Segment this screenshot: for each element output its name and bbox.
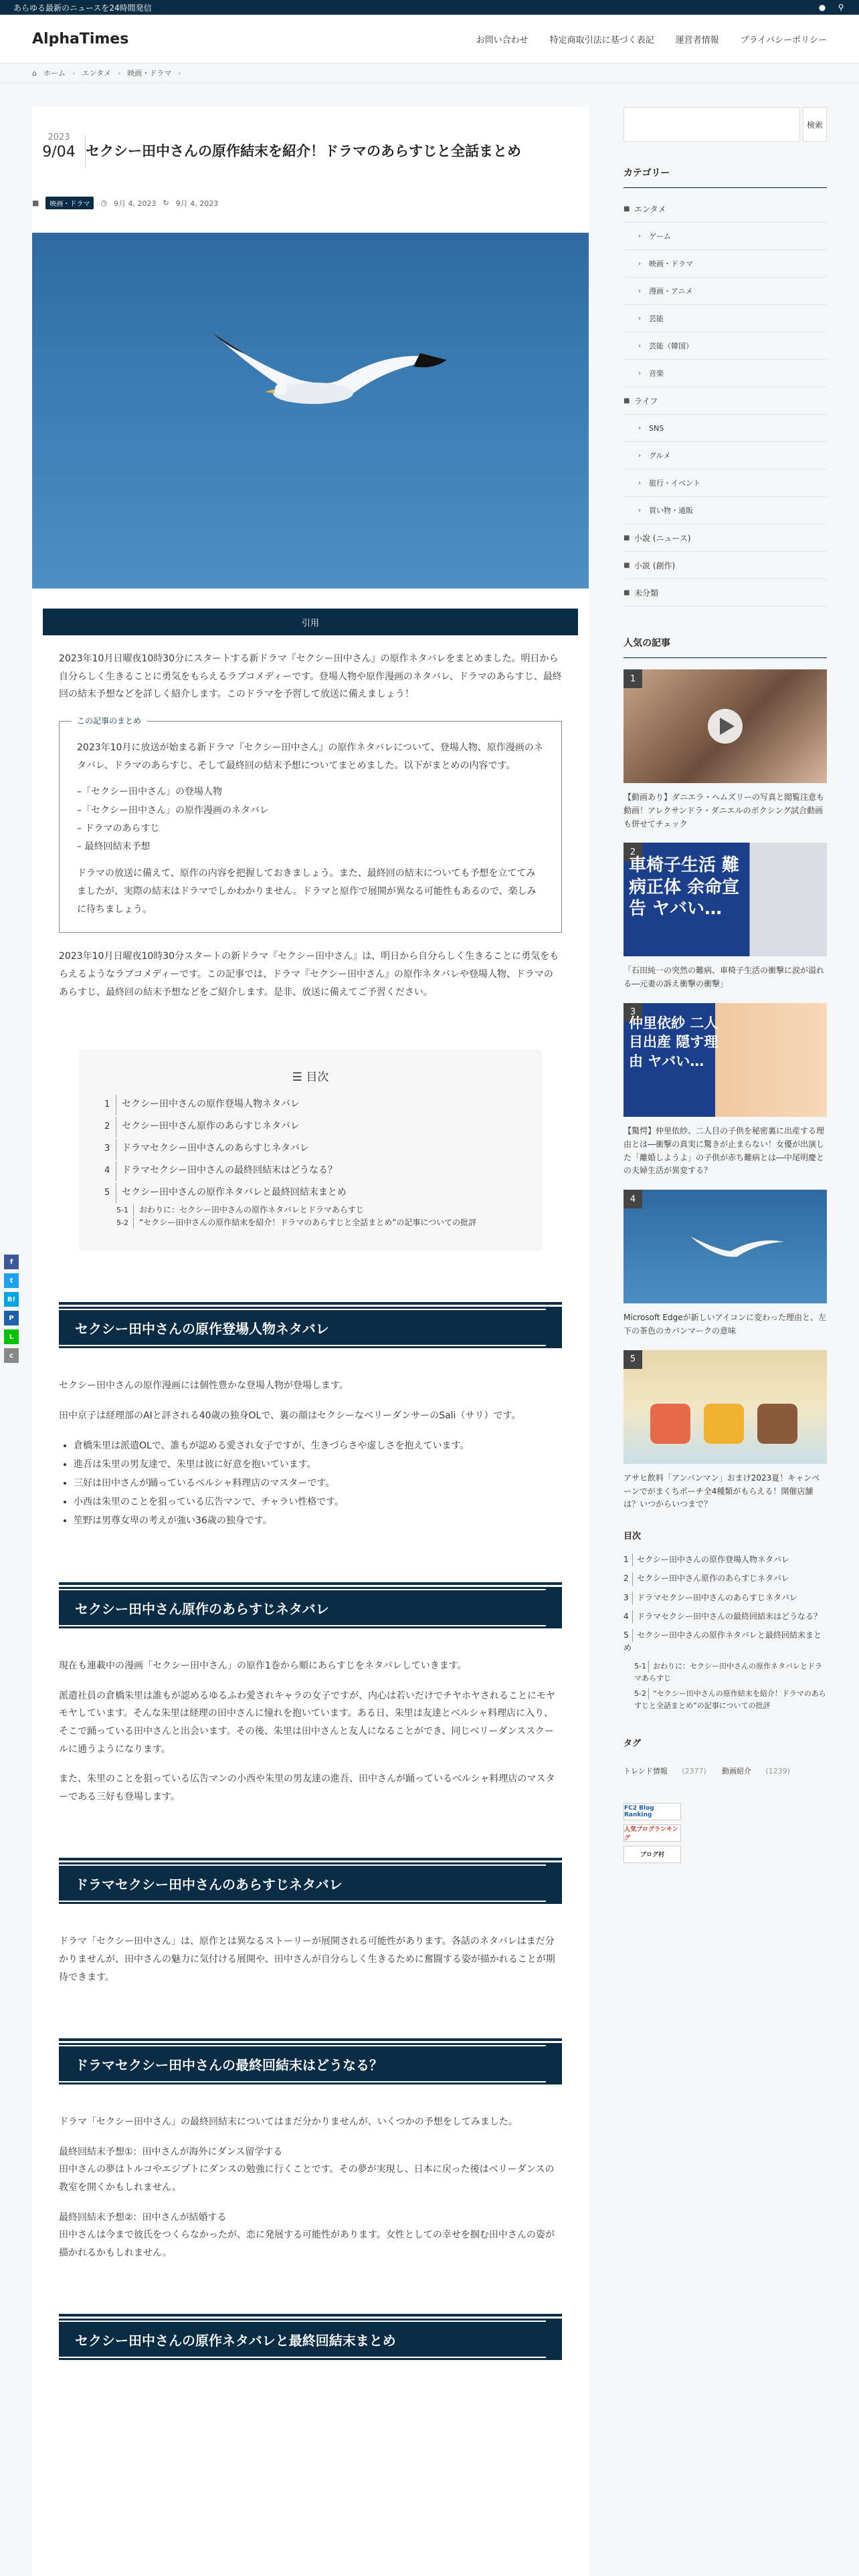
category-badge[interactable]: 映画・ドラマ (45, 197, 94, 209)
site-header (0, 15, 859, 63)
breadcrumb-entame[interactable]: エンタメ (82, 69, 111, 78)
quote-header: 引用 (43, 609, 578, 635)
lead-text: 2023年10月日曜夜10時30分スタートの新ドラマ『セクシー田中さん』は、明日から自分らしく生きることに勇気をもらえるようなラブコメディーです。この記事では、ドラマ『セクシー田中さん』の原作ネタバレや登場人物、ドラマのあらすじ、最終回の結末予想などをご紹介します。是非、放送に備えてご予習ください。 (59, 951, 559, 998)
section-heading: ドラマセクシー田中さんのあらすじネタバレ (59, 1858, 562, 1906)
search-button[interactable]: 検索 (803, 107, 827, 142)
section-heading: セクシー田中さんの原作ネタバレと最終回結末まとめ (59, 2314, 562, 2362)
paragraph: 最終回結末予想②：田中さんが結婚する 田中さんは今まで彼氏をつくらなかったが、恋に発展する可能性があります。女性としての幸せを掴む田中さんの姿が描かれるかもしれません。 (59, 2212, 555, 2258)
toc-title: ☰ 目次 (292, 1071, 329, 1085)
summary-label: この記事のまとめ (72, 715, 147, 726)
thumbnail (624, 1003, 827, 1117)
tag-link[interactable]: 動画紹介 (1239) (721, 1766, 790, 1776)
rank-badge: 5 (624, 1350, 642, 1369)
share-buttons (4, 1255, 19, 1363)
thumbnail-overlay-text: 仲里依紗 二人目出産 隠す理由 ヤバい… (629, 1014, 719, 1069)
popular-item[interactable] (624, 843, 827, 991)
category-item[interactable]: › 漫画・アニメ (624, 278, 827, 305)
paragraph: 派遣社員の倉橋朱里は誰もが認めるゆるふわ愛されキャラの女子ですが、内心は若いだけでチヤホヤされることにモヤモヤしています。そんな朱里は経理の田中さんに憧れを抱いています。ある日、朱里は友達とベルシャ料理店に入り、そこで踊っている田中さんと出会います。その後、朱里は田中さんと友人になることができ、同じベリーダンススクールに通うようになります。 (59, 1690, 555, 1755)
popular-caption: Microsoft Edgeが新しいアイコンに変わった理由と、左下の茶色のカバンマークの意味 (624, 1313, 826, 1335)
category-list (624, 195, 827, 607)
toc-item[interactable]: 3 ドラマセクシー田中さんのあらすじネタバレ (104, 1138, 516, 1160)
chevron-right-icon: › (638, 424, 641, 432)
chevron-right-icon: › (638, 314, 641, 322)
category-item[interactable]: › 買い物・通販 (624, 497, 827, 524)
published-date: 9月 4, 2023 (114, 199, 157, 208)
section-body (43, 2113, 578, 2262)
category-item[interactable]: ■ 小説 (創作) (624, 552, 827, 579)
toc-item[interactable]: 4 ドラマセクシー田中さんの最終回結末はどうなる？ (624, 1610, 827, 1623)
nav-operator[interactable]: 運営者情報 (675, 35, 719, 45)
hero-image (32, 233, 589, 588)
paragraph: セクシー田中さんの原作漫画には個性豊かな登場人物が登場します。 (59, 1380, 349, 1392)
search-widget (624, 107, 827, 142)
top-bar (0, 0, 859, 15)
category-item[interactable]: ■ 未分類 (624, 579, 827, 607)
line-share-button[interactable]: L (4, 1329, 19, 1344)
page-body (0, 83, 859, 2576)
popular-caption: 「石田純一の突然の難病、車椅子生活の衝撃に涙が溢れる―元妻の訴え衝撃の衝撃」 (624, 966, 825, 989)
post-year: 2023 (47, 132, 70, 142)
nav-privacy[interactable]: プライバシーポリシー (740, 35, 827, 45)
table-of-contents (80, 1051, 541, 1250)
section-heading: セクシー田中さんの原作登場人物ネタバレ (59, 1302, 562, 1350)
nav-legal[interactable]: 特定商取引法に基づく表記 (549, 35, 654, 45)
breadcrumb-home[interactable]: ホーム (43, 69, 66, 78)
toc-subitem[interactable]: 5-1 おわりに：セクシー田中さんの原作ネタバレとドラマあらすじ (634, 1662, 822, 1683)
toc-item[interactable]: 3 ドラマセクシー田中さんのあらすじネタバレ (624, 1592, 827, 1604)
copy-link-button[interactable]: c (4, 1348, 19, 1363)
toc-item[interactable]: 1 セクシー田中さんの原作登場人物ネタバレ (104, 1093, 516, 1115)
thumbnail (624, 1350, 827, 1464)
toc-list (104, 1093, 516, 1203)
folder-icon: ■ (624, 534, 630, 542)
fc2-ranking-banner[interactable]: FC2 Blog Ranking (624, 1803, 681, 1820)
intro-text: 2023年10月日曜夜10時30分にスタートする新ドラマ『セクシー田中さん』の原作ネタバレをまとめました。明日から自分らしく生きることに勇気をもらえるラブコメディーです。登場人物や原作漫画のネタバレ、ドラマのあらすじ、最終回の結末予想などを詳しく紹介します。このドラマを予習して放送に備えましょう！ (59, 653, 562, 700)
category-item[interactable]: › ゲーム (624, 223, 827, 250)
popular-caption: 【動画あり】ダニエラ・ヘムズリーの写真と閲覧注意も動画！アレクサンドラ・ダニエルのボクシング試合動画も併せてチェック (624, 792, 825, 829)
popular-item[interactable] (624, 1003, 827, 1178)
tagline: あらゆる最新のニュースを24時間発信 (13, 3, 152, 13)
chevron-right-icon: › (638, 232, 641, 240)
chevron-right-icon: › (638, 479, 641, 487)
search-icon[interactable]: ⚲ (838, 3, 844, 12)
section-body (43, 1657, 578, 1806)
chevron-right-icon: › (178, 68, 181, 78)
summary-text: ドラマの放送に備えて、原作の内容を把握しておきましょう。また、最終回の結末についても予想を立ててみましたが、実際の結末はドラマでしかわかりません。ドラマと原作で展開が異なる可能性もあるので、楽しみに待ちましょう。 (77, 867, 537, 916)
list-item: • 小西は朱里のことを狙っている広告マンで、チャラい性格です。 (74, 1493, 562, 1511)
seagull-illustration (32, 233, 589, 588)
thumbnail (624, 843, 827, 956)
sidebar-toc-title: 目次 (624, 1531, 642, 1542)
toc-item[interactable]: 5 セクシー田中さんの原作ネタバレと最終回結末まとめ (624, 1630, 822, 1653)
chevron-right-icon: › (638, 287, 641, 295)
rank-badge: 3 (624, 1003, 642, 1022)
twitter-share-button[interactable]: t (4, 1273, 19, 1288)
paragraph: 田中京子は経理部のAIと評される40歳の独身OLで、裏の顔はセクシーなベリーダンサーのSali（サリ）です。 (59, 1410, 521, 1421)
post-date (32, 132, 86, 160)
paragraph: ドラマ「セクシー田中さん」の最終回結末についてはまだ分かりませんが、いくつかの予想をしてみました。 (59, 2117, 518, 2128)
tag-cloud (624, 1763, 827, 1776)
popular-item[interactable] (624, 1190, 827, 1338)
section-heading: ドラマセクシー田中さんの最終回結末はどうなる？ (59, 2038, 562, 2086)
user-icon[interactable]: ● (818, 3, 826, 12)
article (32, 107, 589, 2576)
chevron-right-icon: › (638, 259, 641, 267)
folder-icon: ■ (624, 561, 630, 569)
article-body (43, 609, 578, 2362)
category-item[interactable]: › 映画・ドラマ (624, 250, 827, 278)
popular-item[interactable] (624, 669, 827, 831)
list-item: • 三好は田中さんが踊っているベルシャ料理店のマスターです。 (74, 1474, 562, 1493)
chevron-right-icon: › (72, 68, 76, 78)
toc-item[interactable]: 5 セクシー田中さんの原作ネタバレと最終回結末まとめ (104, 1182, 516, 1204)
chevron-right-icon: › (638, 506, 641, 514)
chevron-right-icon: › (638, 342, 641, 350)
hatena-share-button[interactable]: B! (4, 1292, 19, 1307)
category-item[interactable]: ■ エンタメ (624, 195, 827, 223)
chevron-right-icon: › (638, 451, 641, 459)
blog-ranking-banner[interactable]: 人気ブログランキング (624, 1824, 681, 1842)
toc-item[interactable]: 1 セクシー田中さんの原作登場人物ネタバレ (624, 1553, 827, 1566)
list-item: • 笙野は男尊女卑の考えが強い36歳の独身です。 (74, 1511, 562, 1530)
summary-item: –「セクシー田中さん」の原作漫画のネタバレ (77, 804, 269, 816)
summary-text: 2023年10月に放送が始まる新ドラマ『セクシー田中さん』の原作ネタバレについて、登場人物、原作漫画のネタバレ、ドラマのあらすじ、そして最終回の結末予想についてまとめました。以下がまとめの内容です。 (77, 742, 543, 772)
post-meta (32, 197, 218, 209)
paragraph: 現在も連載中の漫画「セクシー田中さん」の原作1巻から順にあらすじをネタバレしていきます。 (59, 1660, 467, 1672)
thumbnail (624, 669, 827, 783)
post-monthday: 9/04 (42, 144, 76, 160)
category-item[interactable]: › 芸能 (624, 305, 827, 332)
popular-title: 人気の記事 (624, 636, 827, 659)
list-item: • 進吾は朱里の男友達で、朱里は彼に好意を抱いています。 (74, 1455, 562, 1474)
paragraph: ドラマ「セクシー田中さん」は、原作とは異なるストーリーが展開される可能性があります。各話のネタバレはまだ分かりませんが、田中さんの魅力に気付ける展開や、田中さんが自分らしく生きるために奮闘する姿が描かれることが期待できます。 (59, 1936, 555, 1983)
popular-item[interactable] (624, 1350, 827, 1511)
tags-title: タグ (624, 1738, 642, 1749)
toc-subitem[interactable]: 5-1 おわりに：セクシー田中さんの原作ネタバレとドラマあらすじ (104, 1204, 516, 1216)
toc-subitem[interactable]: 5-2 “セクシー田中さんの原作結末を紹介！ドラマのあらすじと全話まとめ”の記事についての批評 (634, 1689, 826, 1711)
folder-icon: ■ (624, 205, 630, 213)
page-title: セクシー田中さんの原作結末を紹介！ドラマのあらすじと全話まとめ (86, 143, 521, 159)
blogmura-banner[interactable]: ブログ村 (624, 1846, 681, 1863)
summary-item: –「セクシー田中さん」の登場人物 (77, 786, 222, 798)
updated-date: 9月 4, 2023 (175, 199, 219, 208)
thumbnail (624, 1190, 827, 1303)
home-icon: ⌂ (32, 68, 37, 78)
category-item[interactable]: ■ 小說 (ニュース) (624, 524, 827, 552)
breadcrumb (0, 63, 859, 83)
character-list (59, 1436, 562, 1530)
site-logo[interactable]: AlphaTimes (32, 30, 129, 47)
rank-badge: 4 (624, 1190, 642, 1208)
clock-icon: ◷ (100, 199, 108, 207)
tag-link[interactable]: トレンド情報 (2377) (624, 1766, 706, 1776)
chevron-right-icon: › (117, 68, 121, 78)
category-item[interactable]: ■ ライフ (624, 387, 827, 415)
toc-item[interactable]: 2 セクシー田中さん原作のあらすじネタバレ (104, 1115, 516, 1138)
rank-badge: 2 (624, 843, 642, 861)
toc-subitem[interactable]: 5-2 “セクシー田中さんの原作結末を紹介！ドラマのあらすじと全話まとめ”の記事についての批評 (104, 1216, 516, 1229)
paragraph: 最終回結末予想①：田中さんが海外にダンス留学する 田中さんの夢はトルコやエジプトにダンスの勉強に行くことです。その夢が実現し、日本に戻った後はベリーダンスの教室を開くかもしれません。 (59, 2146, 555, 2193)
pocket-share-button[interactable]: P (4, 1311, 19, 1325)
global-nav (476, 33, 827, 45)
section-body (43, 1933, 578, 1986)
category-item[interactable]: › 音楽 (624, 360, 827, 387)
summary-item: – 最終回結末予想 (77, 841, 151, 853)
category-item[interactable]: › 旅行・イベント (624, 469, 827, 497)
toc-item[interactable]: 2 セクシー田中さん原作のあらすじネタバレ (624, 1572, 827, 1585)
category-item[interactable]: › SNS (624, 415, 827, 442)
nav-contact[interactable]: お問い合わせ (476, 35, 529, 45)
facebook-share-button[interactable]: f (4, 1255, 19, 1269)
popular-caption: 【驚愕】仲里依紗、二人目の子供を秘密裏に出産する理由とは―衝撃の真実に驚きが止まらない！女優が出演した「離婚しようよ」の子供が赤ち難病とは―中尾明慶との夫婦生活が異変する？ (624, 1125, 825, 1176)
search-input[interactable] (624, 107, 800, 142)
popular-list (624, 669, 827, 1511)
category-item[interactable]: › 芸能（韓国） (624, 332, 827, 360)
ranking-banners (624, 1803, 827, 1863)
sidebar-toc (624, 1553, 827, 1712)
summary-item: – ドラマのあらすじ (77, 823, 160, 834)
paragraph: また、朱里のことを狙っている広告マンの小西や朱里の男友達の進吾、田中さんが踊っているベルシャ料理店のマスターである三好も登場します。 (59, 1774, 555, 1802)
folder-icon: ■ (624, 588, 630, 597)
category-title: カテゴリー (624, 166, 827, 189)
list-item: • 倉橋朱里は派遣OLで、誰もが認める愛され女子ですが、生きづらさや虚しさを抱えています。 (74, 1436, 562, 1455)
chevron-right-icon: › (638, 369, 641, 377)
refresh-icon: ↻ (163, 199, 169, 207)
rank-badge: 1 (624, 669, 642, 688)
list-icon: ☰ (292, 1071, 306, 1085)
popular-caption: アサヒ飲料「アンパンマン」おまけ2023夏！キャンペーンでがまくちポーチ全4種類がもらえる！開催店舗は？いつからいつまで？ (624, 1473, 820, 1509)
toc-sublist (104, 1204, 516, 1229)
section-heading: セクシー田中さん原作のあらすじネタバレ (59, 1582, 562, 1630)
breadcrumb-drama[interactable]: 映画・ドラマ (127, 69, 172, 78)
thumbnail-overlay-text: 車椅子生活 難病正体 余命宣告 ヤバい… (629, 855, 740, 920)
sidebar (624, 107, 827, 2314)
summary-box (59, 716, 562, 934)
folder-icon: ■ (624, 397, 630, 405)
toc-item[interactable]: 4 ドラマセクシー田中さんの最終回結末はどうなる？ (104, 1160, 516, 1182)
category-item[interactable]: › グルメ (624, 442, 827, 469)
section-body (43, 1377, 578, 1530)
folder-icon: ■ (32, 199, 39, 207)
